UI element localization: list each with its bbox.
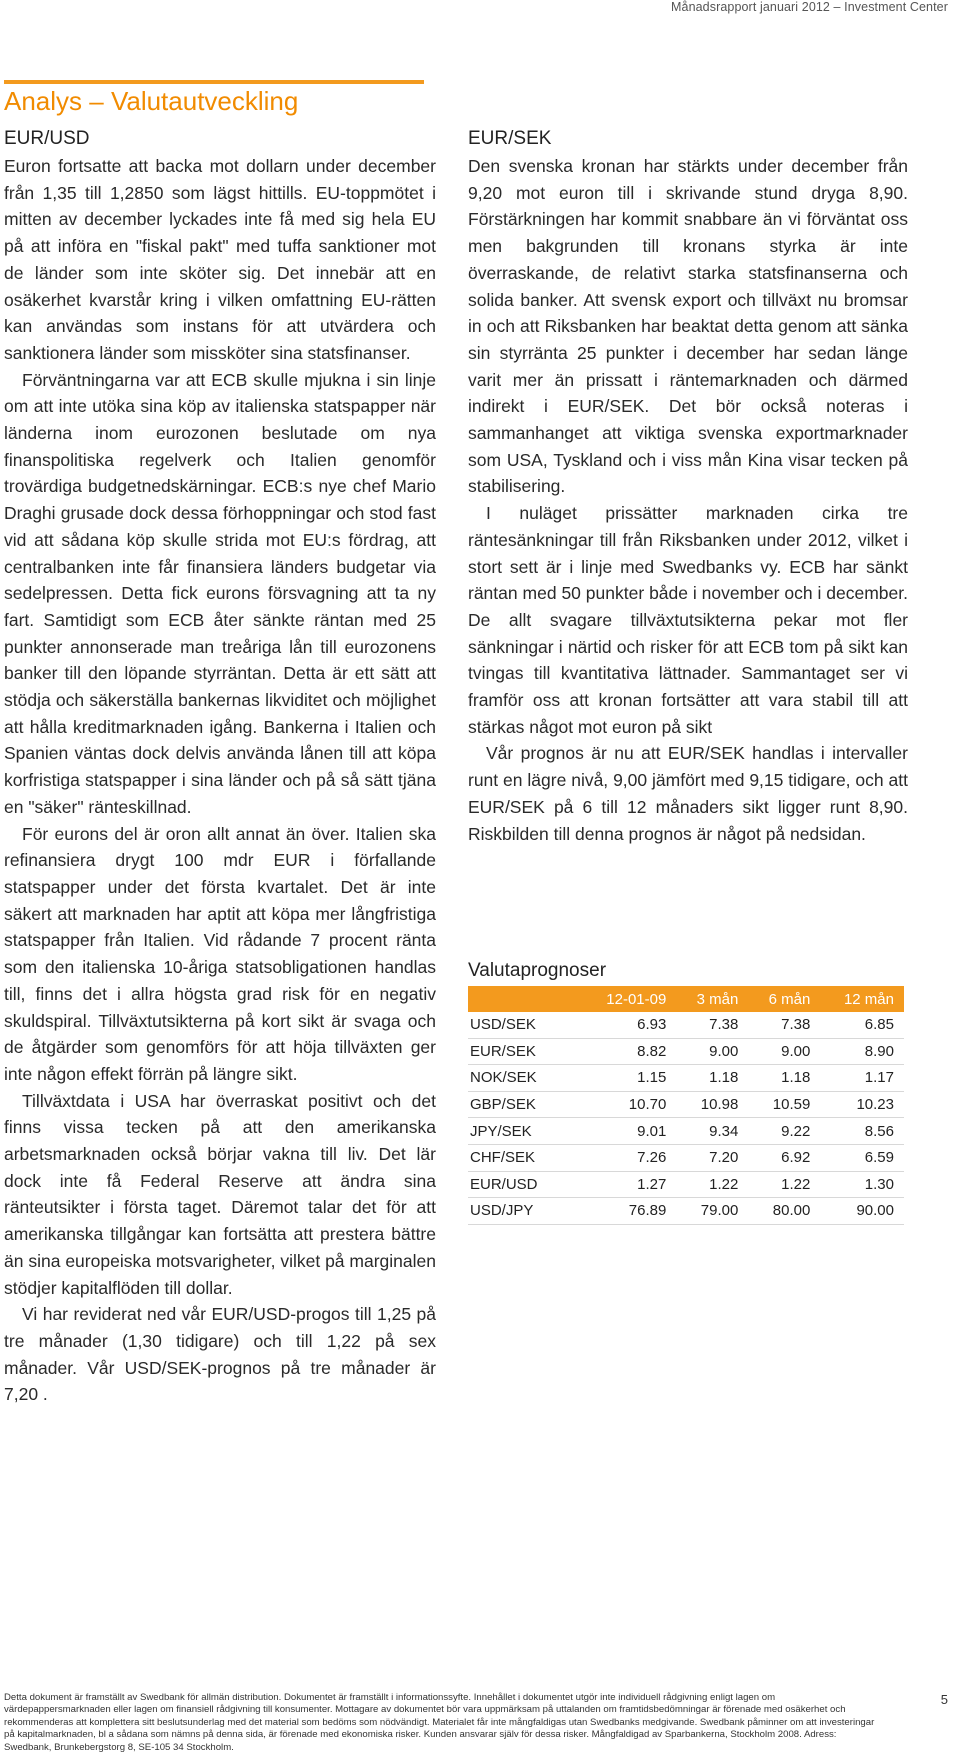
table-cell: 9.00 bbox=[676, 1038, 748, 1065]
table-cell: 6.59 bbox=[820, 1144, 904, 1171]
table-cell: 79.00 bbox=[676, 1198, 748, 1225]
paragraph: I nuläget prissätter marknaden cirka tre räntesänkningar till från Riksbanken under 2012, vilket i stort sett är i linje med Swedbanks vy. ECB har sänkt räntan med 50 punkter både i november och i december. De allt svagare tillväxtutsikterna pekar mot fler sänkningar i närtid och risker för att ECB tom på sikt kan tvingas till kvantitativa lättnader. Sammantaget ser vi framför oss att kronan fortsätter att vara stabil till att stärkas något mot euron på sikt bbox=[468, 503, 908, 737]
column-header bbox=[468, 986, 579, 1012]
table-cell: 8.82 bbox=[579, 1038, 677, 1065]
table-cell: 1.22 bbox=[748, 1171, 820, 1198]
table-cell: 1.22 bbox=[676, 1171, 748, 1198]
table-row bbox=[468, 1038, 904, 1065]
currency-pair: JPY/SEK bbox=[468, 1118, 579, 1145]
forecast-table bbox=[468, 986, 904, 1225]
currency-pair: GBP/SEK bbox=[468, 1091, 579, 1118]
table-cell: 10.98 bbox=[676, 1091, 748, 1118]
table-cell: 8.90 bbox=[820, 1038, 904, 1065]
paragraph: Vår prognos är nu att EUR/SEK handlas i intervaller runt en lägre nivå, 9,00 jämfört med 9,15 tidigare, och att EUR/SEK på 6 till 12 månaders sikt ligger runt 8,90. Riskbilden till denna prognos är något på nedsidan. bbox=[468, 743, 908, 844]
page-number: 5 bbox=[940, 1692, 948, 1707]
left-column bbox=[4, 125, 436, 1408]
column-header: 6 mån bbox=[748, 986, 820, 1012]
paragraph: Euron fortsatte att backa mot dollarn under december från 1,35 till 1,2850 som lägst hittills. EU-toppmötet i mitten av december lyckades inte få med sig hela EU på att införa en "fiskal pakt" med tuffa sanktioner mot de länder som inte sköter sig. Det innebär att en osäkerhet kvarstår kring i vilken omfattning EU-rätten kan användas som instans för att utvärdera och sanktionera länder som missköter sina statsfinanser. bbox=[4, 156, 436, 363]
table-cell: 9.34 bbox=[676, 1118, 748, 1145]
table-cell: 1.17 bbox=[820, 1065, 904, 1092]
table-row bbox=[468, 1171, 904, 1198]
table-row bbox=[468, 1118, 904, 1145]
running-header: Månadsrapport januari 2012 – Investment Center bbox=[671, 0, 948, 14]
eursek-heading: EUR/SEK bbox=[468, 128, 552, 149]
accent-rule bbox=[4, 80, 424, 84]
page-title: Analys – Valutautveckling bbox=[4, 86, 299, 116]
table-cell: 9.22 bbox=[748, 1118, 820, 1145]
eurusd-heading: EUR/USD bbox=[4, 128, 90, 149]
currency-pair: USD/JPY bbox=[468, 1198, 579, 1225]
table-cell: 1.15 bbox=[579, 1065, 677, 1092]
table-cell: 6.85 bbox=[820, 1012, 904, 1038]
currency-pair: EUR/USD bbox=[468, 1171, 579, 1198]
currency-pair: CHF/SEK bbox=[468, 1144, 579, 1171]
table-cell: 9.01 bbox=[579, 1118, 677, 1145]
table-cell: 10.70 bbox=[579, 1091, 677, 1118]
paragraph: För eurons del är oron allt annat än över. Italien ska refinansiera drygt 100 mdr EUR i förfallande statspapper under det första kvartalet. Det är inte säkert att marknaden har aptit att köpa mer långfristiga statspapper från Italien. Vid rådande 7 procent ränta som den italienska 10-åriga statsobligationen handlas till, finns det i allra högsta grad risk för en negativ skuldspiral. Tillväxtutsikterna på kort sikt är svaga och de åtgärder som genomförs för att höja tillväxten ger inte någon effekt förrän på längre sikt. bbox=[4, 823, 436, 1084]
paragraph: Förväntningarna var att ECB skulle mjukna i sin linje om att inte utöka sina köp av italienska statspapper när länderna inom eurozonen beslutade om nya finanspolitiska regelverk och Italien genomför trovärdiga budgetnedskärningar. ECB:s nye chef Mario Draghi grusade dock dessa förhoppningar och stod fast vid att sådana köp skulle strida mot EU:s fördrag, att centralbanken inte får finansiera länders budgetar via sedelpressen. Detta fick eurons försvagning att ta ny fart. Samtidigt som ECB åter sänkte räntan med 25 punkter annonserade man treåriga lån till eurozonens banker till den löpande styrräntan. Detta är ett sätt att stödja och säkerställa bankernas likviditet och möjlighet att hålla kreditmarknaden igång. Bankerna i Italien och Spanien väntas dock delvis använda lånen till att köpa korfristiga statspapper i sina länder och på så sätt tjäna en "säker" ränteskillnad. bbox=[4, 369, 436, 817]
table-cell: 6.92 bbox=[748, 1144, 820, 1171]
table-cell: 8.56 bbox=[820, 1118, 904, 1145]
table-header-row bbox=[468, 986, 904, 1012]
column-header: 12-01-09 bbox=[579, 986, 677, 1012]
table-cell: 6.93 bbox=[579, 1012, 677, 1038]
table-title: Valutaprognoser bbox=[468, 960, 607, 981]
table-cell: 90.00 bbox=[820, 1198, 904, 1225]
table-cell: 1.30 bbox=[820, 1171, 904, 1198]
column-header: 12 mån bbox=[820, 986, 904, 1012]
table-row bbox=[468, 1198, 904, 1225]
table-cell: 7.20 bbox=[676, 1144, 748, 1171]
paragraph: Tillväxtdata i USA har överraskat positivt och det finns vissa tecken på att den amerikanska arbetsmarknaden också börjar vakna till liv. Det lär dock inte få Federal Reserve att ändra sina ränteutsikter i första taget. Däremot talar det för att amerikanska tillgångar kan fortsätta att prestera bättre än sina europeiska motsvarigheter, vilket på marginalen stödjer kapitalflöden till dollar. bbox=[4, 1090, 436, 1298]
currency-pair: NOK/SEK bbox=[468, 1065, 579, 1092]
legal-disclaimer: Detta dokument är framställt av Swedbank för allmän distribution. Dokumentet är framställt i informationssyfte. Innehållet i dokumentet utgör inte individuell rådgivning enligt lagen om värdepappersmarknaden eller lagen om finansiell rådgivning till konsumenter. Mottagare av dokumentet bör vara uppmärksam på uttalanden om framtidsbedömningar är förenade med osäkerhet och rekommenderas att komplettera sitt beslutsunderlag med det material som bedöms som nödvändigt. Materialet får inte mångfaldigas utan Swedbanks medgivande. Swedbank påminner om att investeringar på kapitalmarknaden, bl a sådana som nämns på denna sida, är förenade med ekonomiska risker. Kunden ansvarar själv för dessa risker. Mångfaldigad av Sparbankerna, Stockholm 2008. Adress: Swedbank, Brunkebergstorg 8, SE-105 34 Stockholm. bbox=[4, 1692, 875, 1753]
table-cell: 1.27 bbox=[579, 1171, 677, 1198]
forecast-table-block bbox=[468, 958, 904, 1225]
table-cell: 7.38 bbox=[676, 1012, 748, 1038]
table-row bbox=[468, 1144, 904, 1171]
table-cell: 1.18 bbox=[748, 1065, 820, 1092]
table-cell: 1.18 bbox=[676, 1065, 748, 1092]
table-cell: 7.38 bbox=[748, 1012, 820, 1038]
right-column bbox=[468, 125, 908, 847]
table-cell: 10.23 bbox=[820, 1091, 904, 1118]
table-cell: 80.00 bbox=[748, 1198, 820, 1225]
table-cell: 76.89 bbox=[579, 1198, 677, 1225]
table-row bbox=[468, 1065, 904, 1092]
currency-pair: EUR/SEK bbox=[468, 1038, 579, 1065]
table-cell: 7.26 bbox=[579, 1144, 677, 1171]
currency-pair: USD/SEK bbox=[468, 1012, 579, 1038]
table-cell: 9.00 bbox=[748, 1038, 820, 1065]
table-row bbox=[468, 1091, 904, 1118]
column-header: 3 mån bbox=[676, 986, 748, 1012]
paragraph: Den svenska kronan har stärkts under december från 9,20 mot euron till i skrivande stund dryga 8,90. Förstärkningen har kommit snabbare än vi förväntat oss men bakgrunden till kronans styrka är inte överraskande, de relativt starka statsfinanserna och solida banker. Att svensk export och tillväxt nu bromsar in och att Riksbanken har beaktat detta genom att sänka sin styrränta 25 punkter i december har sedan länge varit mer än prissatt i räntemarknaden och därmed indirekt i EUR/SEK. Det bör också noteras i sammanhanget att viktiga svenska exportmarknader som USA, Tyskland och i viss mån Kina visar tecken på stabilisering. bbox=[468, 156, 908, 497]
paragraph: Vi har reviderat ned vår EUR/USD-progos till 1,25 på tre månader (1,30 tidigare) och till 1,22 på sex månader. Vår USD/SEK-prognos på tre månader är 7,20 . bbox=[4, 1304, 436, 1405]
table-cell: 10.59 bbox=[748, 1091, 820, 1118]
table-row bbox=[468, 1012, 904, 1038]
